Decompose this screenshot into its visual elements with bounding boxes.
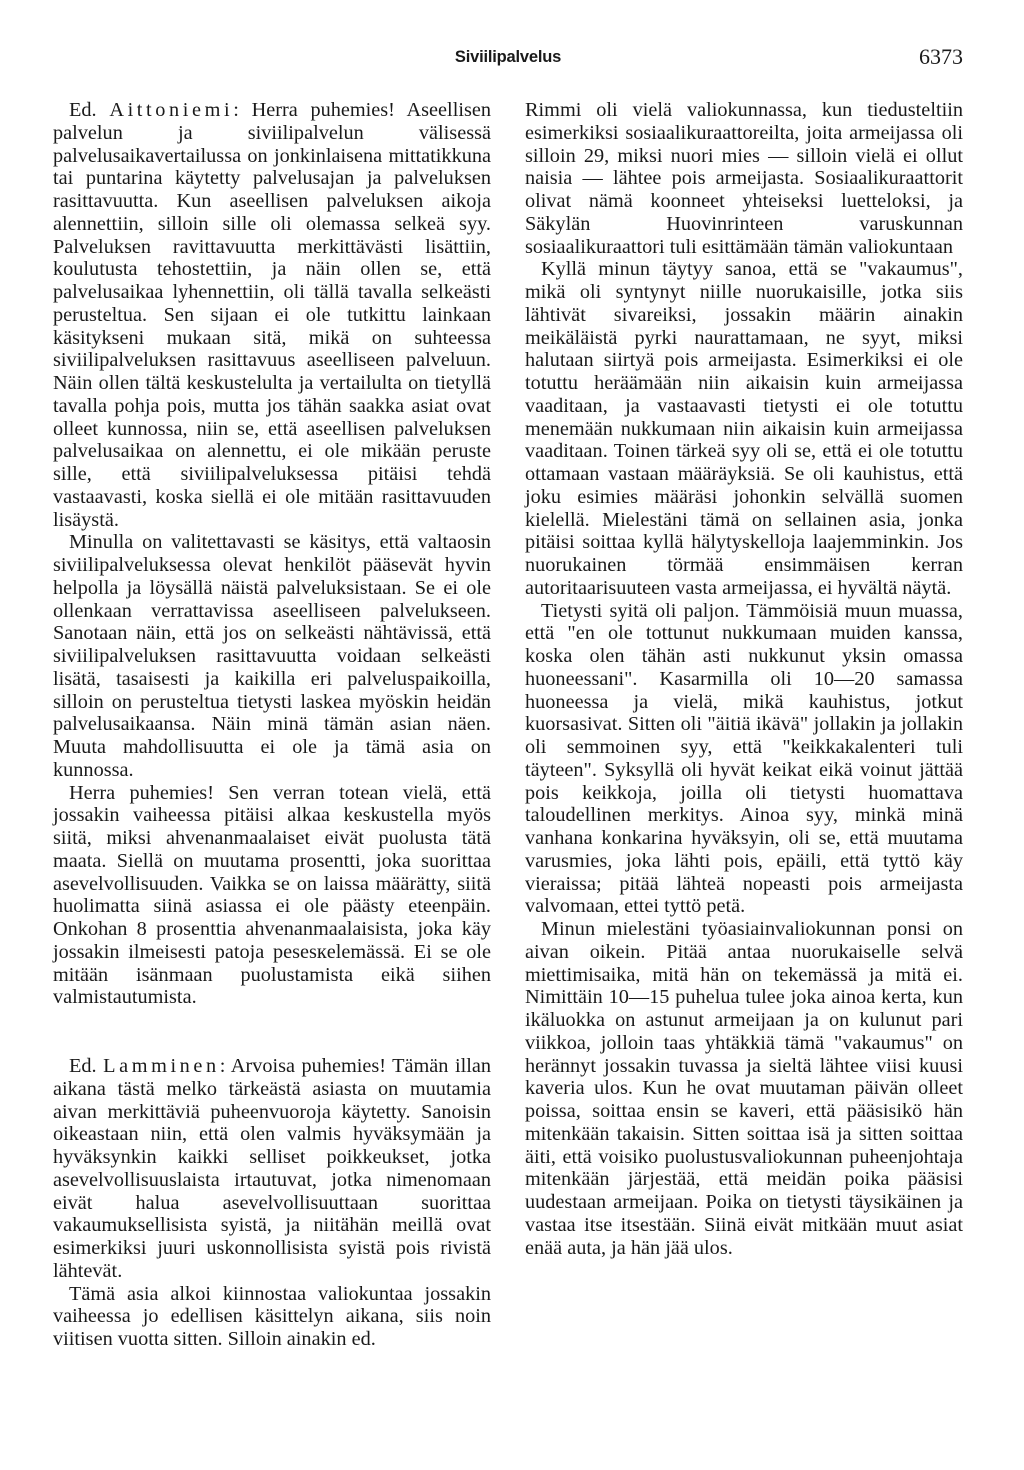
speech-text: : Herra puhemies! Aseellisen palvelun ja siviilipalvelun välisessä palvelusaikavertailussa on jonkinlaisena mittatikkuna tai puntarina käytetty palvelusajan ja palveluksen rasittavuutta. Kun aseellisen palveluksen aikoja alennettiin, silloin sille oli olemassa selkeä syy. Palveluksen ravittavuutta merkittävästi lisättiin, koulutusta tehostettiin, ja näin ollen se, että palvelusaikaa lyhennettiin, oli tällä tavalla selkeästi perusteltua. Sen sijaan ei ole tutkittu lainkaan käsitykseni mukaan sitä, mikä on suhteessa siviilipalveluksen rasittavuus aseelliseen palveluun. Näin ollen tältä keskustelulta ja vertailulta on tietyllä tavalla pohja pois, mutta jos tähän saakka asiat ovat olleet kunnossa, niin se, että aseellisen palveluksen palvelusaikaa on alennettu, ei ole mikään peruste sille, että siviilipalveluksessa pitäisi tehdä vastaavasti, koska siellä ei ole mitään rasittavuuden lisäystä. bbox=[53, 99, 492, 531]
speaker-name: Aittoniemi bbox=[109, 99, 234, 121]
running-title: Siviilipalvelus bbox=[454, 48, 562, 66]
left-column bbox=[53, 99, 491, 1351]
speech-aittoniemi bbox=[53, 99, 491, 531]
paragraph: Tämä asia alkoi kiinnostaa valiokuntaa jossakin vaiheessa jo edellisen käsittelyn aikana, siis noin viitisen vuotta sitten. Silloin ainakin ed. bbox=[53, 1282, 491, 1350]
paragraph: Herra puhemies! Sen verran totean vielä, että jossakin vaiheessa pitäisi alkaa keskustella myös siitä, miksi ahvenanmaalaiset eivät puolusta tätä maata. Siellä on muutama prosentti, joka suorittaa asevelvollisuuden. Vaikka se on laissa määrätty, siitä huolimatta siinä asiassa ei ole päästy eteenpäin. Onkohan 8 prosenttia ahvenanmaalaisista, joka käy jossakin ilmeisesti patoja pesesкelemässä. Ei se ole mitään isänmaan puolustamista eikä siihen valmistautumista. bbox=[53, 781, 491, 1009]
page-header bbox=[53, 44, 963, 74]
speaker-name: Lamminen bbox=[103, 1055, 220, 1077]
speech-text: : Arvoisa puhemies! Tämän illan aikana tästä melko tärkeästä asiasta on muutamia aivan merkittäviä puheenvuoroja käytetty. Sanoisin oikeastaan niin, että olen valmis hyväksymään ja hyväksynkin kaikki selliset poikkeukset, jotka asevelvollisuuslaista irtautuvat, jotka nimenomaan eivät halua asevelvollisuuttaan suorittaa vakaumuksellisista syistä, ja niitähän meillä ovat esimerkiksi juuri uskonnollisista syistä pois rivistä lähtevät. bbox=[53, 1055, 491, 1282]
paragraph-continued: Rimmi oli vielä valiokunnassa, kun tiedusteltiin esimerkiksi sosiaalikuraattoreilta, joita armeijassa oli silloin 29, miksi nuori mies — silloin vielä ei ollut naisia — lähtee pois armeijasta. Sosiaalikuraattorit olivat nämä koonneet yhteiseksi luetteloksi, ja Säkylän Huovinrinteen varuskunnan sosiaalikuraattori tuli esittämään tämän valiokuntaan bbox=[525, 99, 963, 258]
paragraph: Minulla on valitettavasti se käsitys, että valtaosin siviilipalveluksessa olevat henkilöt pääsevät hyvin helpolla ja löysällä näistä palveluksistaan. Se ei ole ollenkaan verrattavissa aseelliseen palvelukseen. Sanotaan näin, että jos on selkeästi nähtävissä, että siviilipalveluksen rasittavuutta voidaan selkeästi lisätä, tasaisesti ja kaikilla eri palveluspaikoilla, silloin on perusteltua tietysti laskea myöskin heidän palvelusaikaansa. Näin minä tämän asian näen. Muuta mahdollisuutta ei ole ja tämä asia on kunnossa. bbox=[53, 531, 491, 781]
paragraph: Minun mielestäni työasiainvaliokunnan ponsi on aivan oikein. Pitää antaa nuorukaiselle selvä miettimisaika, mitä hän on tekemässä ja mitä ei. Nimittäin 10—15 puhelua tulee joka ainoa kerta, kun ikäluokka on astunut armeijaan ja on kulunut pari viikkoa, jolloin taas yhtäkkiä tämä "vakaumus" on herännyt jossakin tuvassa ja sieltä lähtee viisi kuusi kaveria ulos. Kun he ovat muutaman päivän olleet poissa, soittaa ensin se kaveri, että pääsisikö hän mitenkään takaisin. Sitten soittaa isä ja sitten soittaa äiti, että voisiko puolustusvaliokunnan puheenjohtaja mitenkään järjestää, että meidän poika pääsisi uudestaan armeijaan. Poika on tietysti täysikäinen ja vastaa itse itsestään. Siinä eivät mitkään muut asiat enää auta, ja hän jää ulos. bbox=[525, 918, 963, 1259]
paragraph: Kyllä minun täytyy sanoa, että se "vakaumus", mikä oli syntynyt niille nuorukaisille, jotka siis lähtivät sivareiksi, jossakin määrin ainakin meikäläistä pyrki naurattamaan, ne syyt, miksi halutaan siirtyä pois armeijasta. Esimerkiksi ei ole totuttu heräämään niin aikaisin kuin armeijassa vaaditaan, ja vastaavasti tietysti ei ole totuttu menemään nukkumaan niin aikaisin kuin armeijassa vaaditaan. Toinen tärkeä syy oli se, että ei ole totuttu ottamaan vastaan määräyksiä. Se oli kauhistus, että joku esimies määräsi johonkin selvällä suomen kielellä. Mielestäni tämä on sellainen asia, jonka pitäisi soittaa kyllä hälytyskelloja laajemminkin. Jos nuorukainen törmää ensimmäisen kerran autoritaarisuuteen vasta armeijassa, ei hyvältä näytä. bbox=[525, 258, 963, 599]
page-number: 6373 bbox=[919, 44, 963, 69]
speaker-prefix: Ed. bbox=[69, 99, 110, 121]
paragraph: Tietysti syitä oli paljon. Tämmöisiä muun muassa, että "en ole tottunut nukkumaan muiden kanssa, koska olen tähän asti nukkunut yksin omassa huoneessani". Kasarmilla oli 10—20 samassa huoneessa ja vielä, mikä kauhistus, jotkut kuorsasivat. Sitten oli "äitiä ikävä" jollakin ja jollakin oli semmoinen syy, että "keikkakalenteri tuli täyteen". Syksyllä oli hyvät keikat eikä voinut jättää pois keikkoja, joilla oli tietysti huomattava taloudellinen merkitys. Ainoa syy, minkä minä vanhana konkarina hyväksyin, oli se, että muutama varusmies, joka lähti pois, epäili, että tyttö käy vieraissa; pitää lähteä nopeasti pois armeijasta valvomaan, ettei tyttö petä. bbox=[525, 599, 963, 918]
right-column bbox=[525, 99, 963, 1259]
speech-lamminen bbox=[53, 1055, 491, 1283]
speaker-prefix: Ed. bbox=[69, 1055, 104, 1077]
